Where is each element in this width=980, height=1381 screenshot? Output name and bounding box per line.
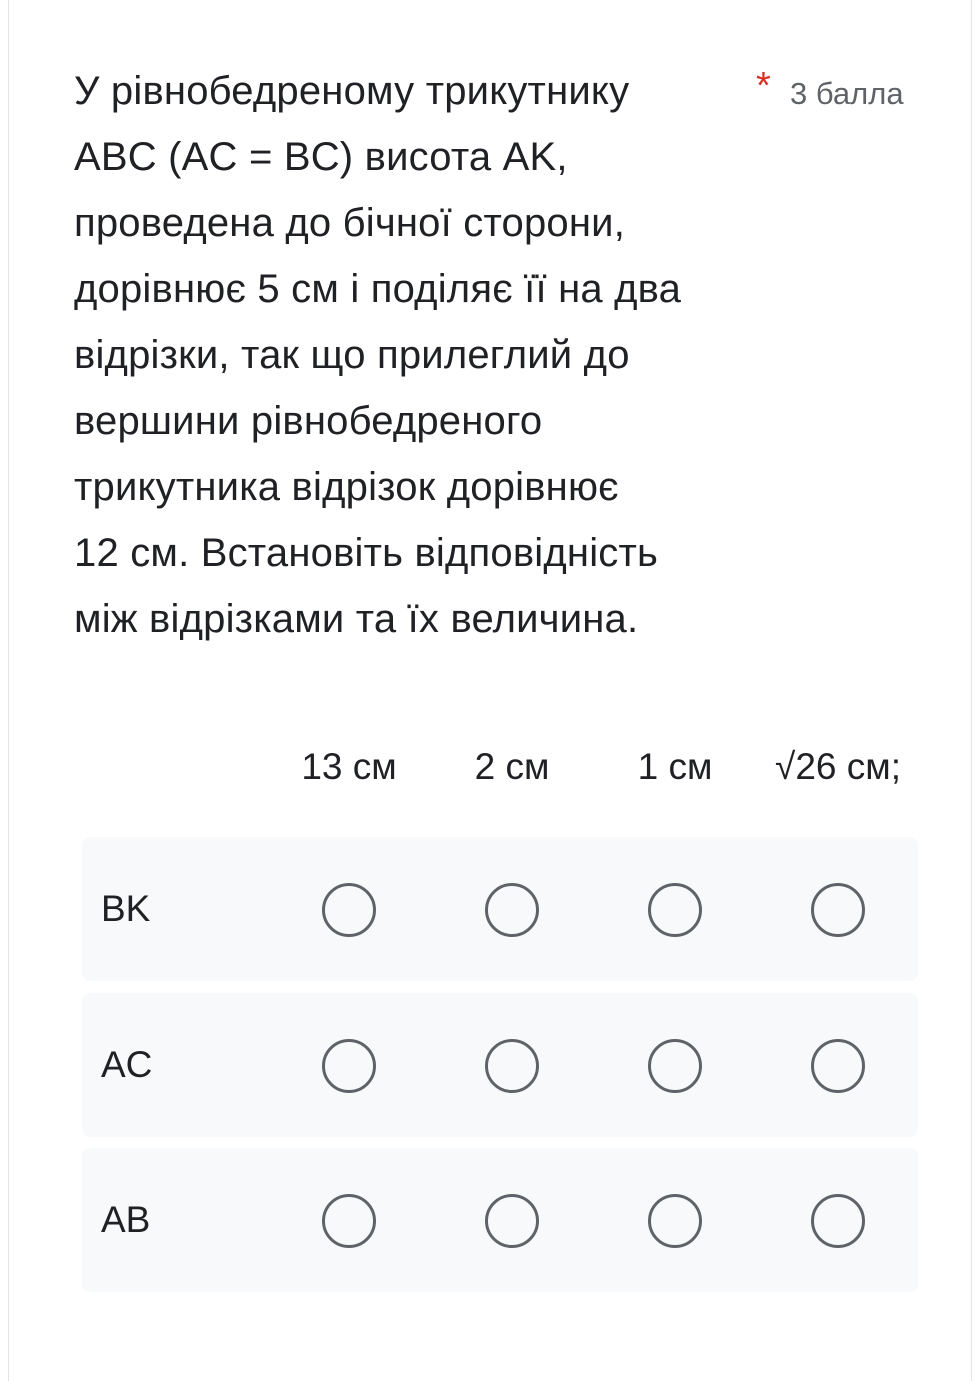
radio-ac-sqrt26cm[interactable] bbox=[811, 1039, 865, 1093]
question-title bbox=[74, 58, 754, 652]
question-header bbox=[74, 58, 914, 652]
row-label-bk: BK bbox=[101, 888, 151, 929]
grid-row-ac bbox=[82, 993, 918, 1137]
question-line: 12 см. Встановіть відповідність bbox=[74, 531, 659, 575]
question-line: ABC (AC = BC) висота AK, bbox=[74, 135, 568, 179]
row-label-ac: AC bbox=[101, 1044, 153, 1085]
radio-bk-1cm[interactable] bbox=[648, 883, 702, 937]
question-line: дорівнює 5 см і поділяє її на два bbox=[74, 267, 682, 311]
question-card bbox=[8, 0, 972, 1381]
required-asterisk: * bbox=[756, 65, 771, 107]
radio-ac-1cm[interactable] bbox=[648, 1039, 702, 1093]
grid-row-ab bbox=[82, 1148, 918, 1292]
radio-bk-2cm[interactable] bbox=[485, 883, 539, 937]
radio-ab-1cm[interactable] bbox=[648, 1194, 702, 1248]
column-header-sqrt26cm: √26 см; bbox=[775, 746, 901, 787]
question-line: трикутника відрізок дорівнює bbox=[74, 465, 619, 509]
question-line: між відрізками та їх величина. bbox=[74, 597, 639, 641]
question-line: відрізки, так що прилеглий до bbox=[74, 333, 630, 377]
radio-ac-13cm[interactable] bbox=[322, 1039, 376, 1093]
radio-ab-sqrt26cm[interactable] bbox=[811, 1194, 865, 1248]
question-line: У рівнобедреному трикутнику bbox=[74, 69, 630, 113]
column-header-13cm: 13 см bbox=[301, 746, 397, 787]
points-label: 3 балла bbox=[790, 76, 904, 111]
radio-bk-sqrt26cm[interactable] bbox=[811, 883, 865, 937]
radio-ac-2cm[interactable] bbox=[485, 1039, 539, 1093]
column-header-2cm: 2 см bbox=[474, 746, 550, 787]
radio-ab-13cm[interactable] bbox=[322, 1194, 376, 1248]
row-label-ab: AB bbox=[101, 1199, 151, 1240]
radio-ab-2cm[interactable] bbox=[485, 1194, 539, 1248]
question-line: проведена до бічної сторони, bbox=[74, 201, 626, 245]
grid-row-bk bbox=[82, 837, 918, 981]
question-line: вершини рівнобедреного bbox=[74, 399, 543, 443]
radio-bk-13cm[interactable] bbox=[322, 883, 376, 937]
column-header-1cm: 1 см bbox=[637, 746, 713, 787]
grid-column-headers bbox=[82, 744, 918, 792]
